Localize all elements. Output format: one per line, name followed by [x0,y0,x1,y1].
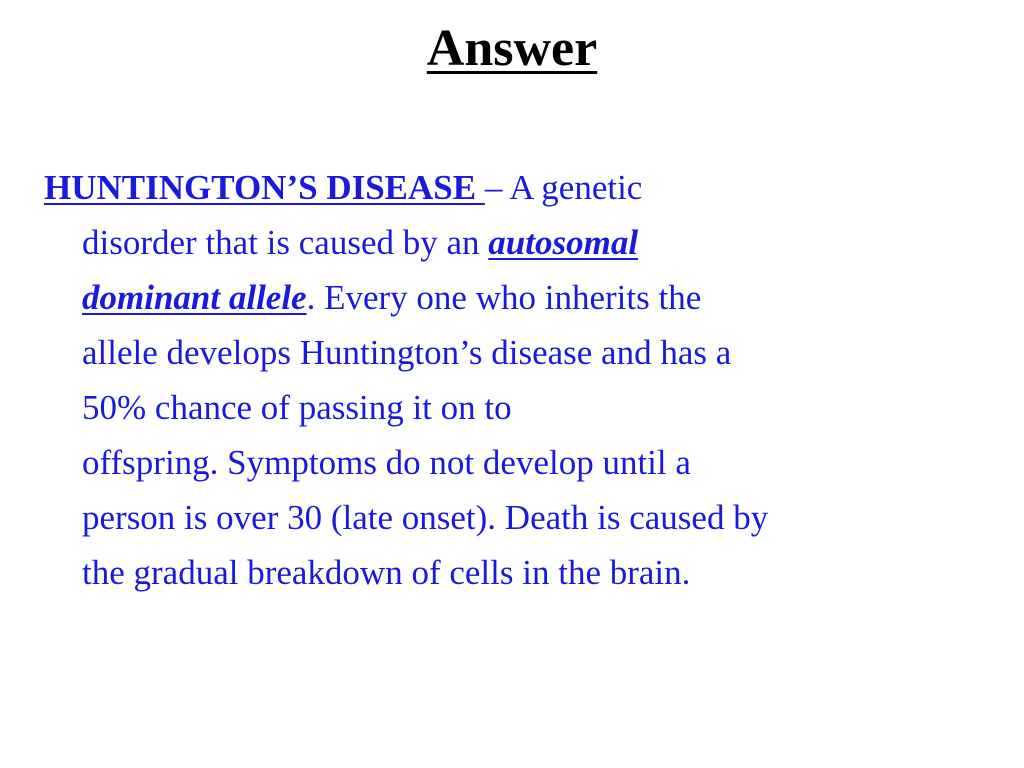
definition-term: HUNTINGTON’S DISEASE [44,168,485,207]
slide-title-text: Answer [426,20,598,77]
definition-line-8: the gradual breakdown of cells in the brain. [82,553,691,592]
slide-title [0,18,1024,80]
definition-line-2 [44,215,994,270]
definition-line-1-rest: – A genetic [484,168,643,207]
definition-line-5: 50% chance of passing it on to [82,388,512,427]
emphasis-dominant-allele: dominant allele [82,278,307,317]
definition-line-3 [44,270,994,325]
definition-line-2-text: disorder that is caused by an [82,223,489,262]
emphasis-autosomal: autosomal [488,223,639,262]
definition-line-1 [44,160,994,215]
definition-block [44,160,994,600]
definition-line-6: offspring. Symptoms do not develop until a [82,443,691,482]
definition-line-4: allele develops Huntington’s disease and has a [82,333,732,372]
definition-line-7: person is over 30 (late onset). Death is caused by [82,498,769,537]
definition-line-3-rest: . Every one who inherits the [306,278,702,317]
